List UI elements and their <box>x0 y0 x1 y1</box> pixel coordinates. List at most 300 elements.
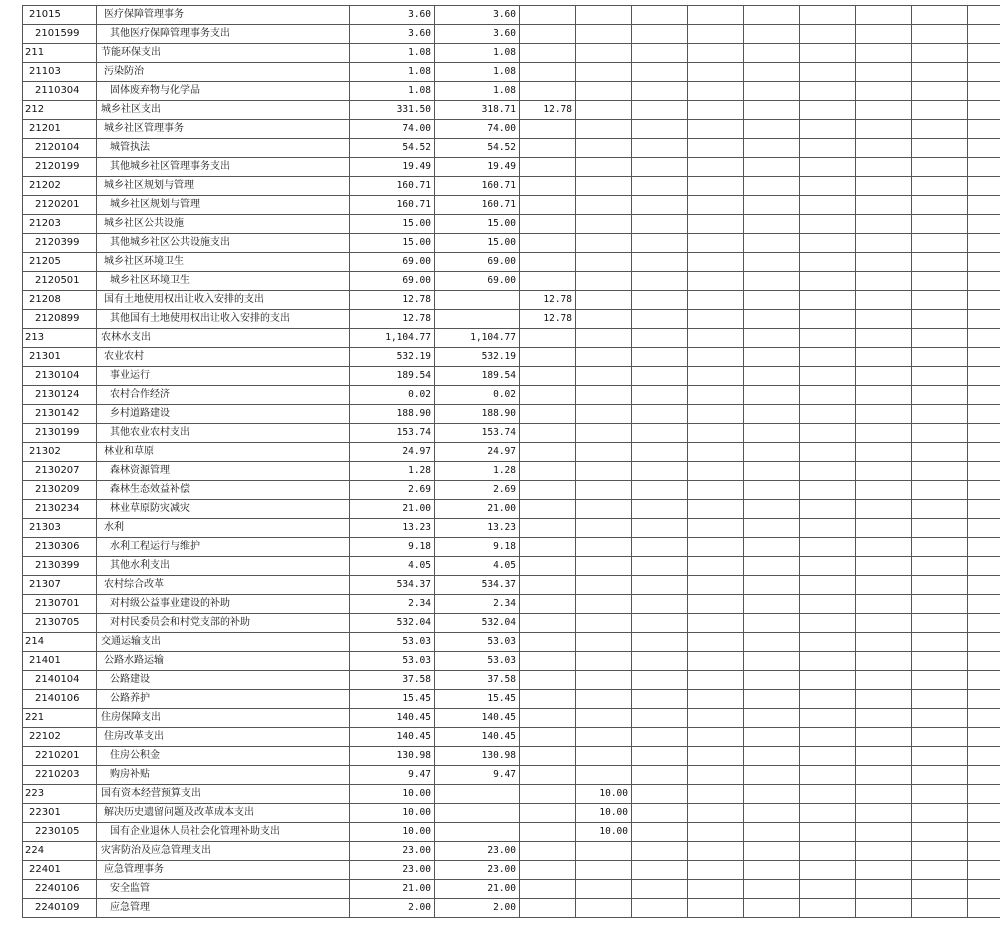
amount-cell <box>576 557 632 576</box>
table-row <box>23 329 1000 348</box>
amount-cell <box>912 310 968 329</box>
subject-code-cell: 2110304 <box>23 82 97 101</box>
amount-cell <box>968 728 1000 747</box>
amount-cell <box>800 120 856 139</box>
amount-cell: 532.04 <box>435 614 520 633</box>
amount-cell: 10.00 <box>576 804 632 823</box>
amount-cell <box>800 63 856 82</box>
subject-code-cell: 221 <box>23 709 97 728</box>
amount-cell <box>800 557 856 576</box>
amount-cell <box>520 690 576 709</box>
amount-cell <box>744 63 800 82</box>
subject-code-cell: 223 <box>23 785 97 804</box>
amount-cell <box>800 82 856 101</box>
amount-cell <box>968 158 1000 177</box>
table-row <box>23 671 1000 690</box>
amount-cell: 160.71 <box>350 177 435 196</box>
amount-cell: 12.78 <box>350 310 435 329</box>
amount-cell <box>688 139 744 158</box>
amount-cell: 160.71 <box>350 196 435 215</box>
amount-cell: 54.52 <box>350 139 435 158</box>
amount-cell <box>520 595 576 614</box>
amount-cell <box>968 291 1000 310</box>
amount-cell <box>968 785 1000 804</box>
amount-cell <box>576 405 632 424</box>
amount-cell: 4.05 <box>435 557 520 576</box>
amount-cell <box>632 63 688 82</box>
subject-name-cell: 农村综合改革 <box>97 576 350 595</box>
amount-cell <box>800 367 856 386</box>
amount-cell <box>576 291 632 310</box>
amount-cell <box>856 139 912 158</box>
amount-cell <box>744 690 800 709</box>
amount-cell <box>688 785 744 804</box>
amount-cell <box>968 6 1000 25</box>
amount-cell <box>576 120 632 139</box>
table-row <box>23 557 1000 576</box>
amount-cell <box>688 291 744 310</box>
table-row <box>23 633 1000 652</box>
amount-cell <box>968 139 1000 158</box>
amount-cell <box>688 899 744 918</box>
amount-cell <box>968 253 1000 272</box>
amount-cell <box>744 538 800 557</box>
amount-cell <box>688 671 744 690</box>
amount-cell <box>744 196 800 215</box>
amount-cell <box>912 120 968 139</box>
subject-name-cell: 水利工程运行与维护 <box>97 538 350 557</box>
amount-cell <box>856 500 912 519</box>
amount-cell <box>632 633 688 652</box>
amount-cell <box>744 253 800 272</box>
amount-cell <box>744 405 800 424</box>
amount-cell: 15.00 <box>435 234 520 253</box>
amount-cell <box>576 367 632 386</box>
table-row <box>23 386 1000 405</box>
subject-name-cell: 林业和草原 <box>97 443 350 462</box>
amount-cell <box>800 747 856 766</box>
amount-cell: 37.58 <box>350 671 435 690</box>
subject-code-cell: 2120104 <box>23 139 97 158</box>
subject-name-cell: 城乡社区支出 <box>97 101 350 120</box>
amount-cell <box>688 386 744 405</box>
subject-code-cell: 2130234 <box>23 500 97 519</box>
amount-cell <box>744 576 800 595</box>
table-row <box>23 899 1000 918</box>
amount-cell <box>856 880 912 899</box>
amount-cell <box>435 804 520 823</box>
table-row <box>23 861 1000 880</box>
amount-cell <box>856 234 912 253</box>
amount-cell <box>800 804 856 823</box>
amount-cell <box>632 310 688 329</box>
amount-cell <box>968 405 1000 424</box>
amount-cell <box>968 519 1000 538</box>
table-row <box>23 595 1000 614</box>
amount-cell <box>744 443 800 462</box>
amount-cell <box>576 709 632 728</box>
amount-cell <box>520 842 576 861</box>
subject-name-cell: 应急管理事务 <box>97 861 350 880</box>
amount-cell <box>856 690 912 709</box>
amount-cell <box>576 272 632 291</box>
amount-cell <box>688 82 744 101</box>
amount-cell <box>632 120 688 139</box>
table-row <box>23 82 1000 101</box>
amount-cell <box>912 158 968 177</box>
amount-cell <box>632 367 688 386</box>
subject-name-cell: 农林水支出 <box>97 329 350 348</box>
amount-cell <box>744 614 800 633</box>
amount-cell <box>632 158 688 177</box>
amount-cell <box>576 386 632 405</box>
amount-cell: 23.00 <box>350 861 435 880</box>
amount-cell <box>576 63 632 82</box>
amount-cell <box>912 405 968 424</box>
amount-cell <box>912 196 968 215</box>
table-row <box>23 576 1000 595</box>
amount-cell <box>800 405 856 424</box>
table-row <box>23 424 1000 443</box>
amount-cell <box>576 253 632 272</box>
amount-cell: 0.02 <box>350 386 435 405</box>
table-row <box>23 291 1000 310</box>
amount-cell <box>856 804 912 823</box>
amount-cell <box>856 538 912 557</box>
amount-cell <box>968 633 1000 652</box>
amount-cell <box>520 576 576 595</box>
amount-cell <box>520 82 576 101</box>
amount-cell <box>688 6 744 25</box>
table-row <box>23 177 1000 196</box>
amount-cell <box>688 462 744 481</box>
amount-cell <box>968 481 1000 500</box>
amount-cell <box>520 367 576 386</box>
amount-cell <box>688 500 744 519</box>
subject-name-cell: 安全监管 <box>97 880 350 899</box>
subject-name-cell: 解决历史遗留问题及改革成本支出 <box>97 804 350 823</box>
amount-cell <box>688 234 744 253</box>
amount-cell <box>800 6 856 25</box>
table-row <box>23 367 1000 386</box>
amount-cell <box>632 709 688 728</box>
amount-cell <box>688 329 744 348</box>
amount-cell <box>688 823 744 842</box>
amount-cell <box>744 44 800 63</box>
subject-name-cell: 公路养护 <box>97 690 350 709</box>
table-row <box>23 310 1000 329</box>
amount-cell: 10.00 <box>350 785 435 804</box>
amount-cell <box>688 481 744 500</box>
amount-cell <box>576 633 632 652</box>
amount-cell <box>912 139 968 158</box>
amount-cell <box>632 747 688 766</box>
amount-cell <box>800 785 856 804</box>
amount-cell <box>688 367 744 386</box>
amount-cell <box>632 690 688 709</box>
amount-cell: 1.08 <box>350 44 435 63</box>
amount-cell: 53.03 <box>435 633 520 652</box>
subject-name-cell: 城乡社区环境卫生 <box>97 272 350 291</box>
amount-cell <box>688 633 744 652</box>
amount-cell: 1.08 <box>435 82 520 101</box>
amount-cell <box>968 63 1000 82</box>
amount-cell <box>856 253 912 272</box>
amount-cell <box>576 690 632 709</box>
amount-cell <box>856 595 912 614</box>
amount-cell: 10.00 <box>350 804 435 823</box>
amount-cell <box>856 82 912 101</box>
table-row <box>23 880 1000 899</box>
subject-name-cell: 城乡社区规划与管理 <box>97 196 350 215</box>
amount-cell <box>856 481 912 500</box>
amount-cell <box>800 538 856 557</box>
amount-cell <box>800 671 856 690</box>
amount-cell <box>912 671 968 690</box>
subject-name-cell: 国有企业退休人员社会化管理补助支出 <box>97 823 350 842</box>
amount-cell: 1.28 <box>435 462 520 481</box>
subject-name-cell: 污染防治 <box>97 63 350 82</box>
amount-cell <box>856 614 912 633</box>
amount-cell <box>968 367 1000 386</box>
amount-cell <box>744 272 800 291</box>
amount-cell <box>968 842 1000 861</box>
amount-cell <box>800 766 856 785</box>
table-row <box>23 785 1000 804</box>
amount-cell: 1.08 <box>350 63 435 82</box>
amount-cell <box>856 861 912 880</box>
amount-cell: 21.00 <box>350 880 435 899</box>
table-row <box>23 709 1000 728</box>
amount-cell: 3.60 <box>350 25 435 44</box>
amount-cell <box>632 348 688 367</box>
amount-cell <box>912 63 968 82</box>
amount-cell <box>520 196 576 215</box>
table-row <box>23 25 1000 44</box>
amount-cell <box>744 842 800 861</box>
amount-cell <box>800 139 856 158</box>
amount-cell <box>856 272 912 291</box>
amount-cell: 37.58 <box>435 671 520 690</box>
amount-cell <box>968 82 1000 101</box>
amount-cell <box>912 500 968 519</box>
amount-cell <box>520 253 576 272</box>
amount-cell <box>856 367 912 386</box>
amount-cell <box>520 158 576 177</box>
amount-cell <box>912 462 968 481</box>
amount-cell <box>800 329 856 348</box>
amount-cell <box>688 709 744 728</box>
subject-name-cell: 公路水路运输 <box>97 652 350 671</box>
amount-cell <box>912 215 968 234</box>
amount-cell <box>800 158 856 177</box>
amount-cell: 153.74 <box>350 424 435 443</box>
table-row <box>23 823 1000 842</box>
amount-cell: 2.00 <box>435 899 520 918</box>
table-row <box>23 728 1000 747</box>
amount-cell: 9.18 <box>435 538 520 557</box>
subject-code-cell: 211 <box>23 44 97 63</box>
amount-cell <box>632 481 688 500</box>
amount-cell: 23.00 <box>435 861 520 880</box>
amount-cell <box>800 310 856 329</box>
amount-cell: 140.45 <box>350 728 435 747</box>
amount-cell <box>576 842 632 861</box>
amount-cell <box>856 177 912 196</box>
amount-cell <box>520 44 576 63</box>
amount-cell <box>632 101 688 120</box>
subject-code-cell: 2120199 <box>23 158 97 177</box>
subject-name-cell: 其他农业农村支出 <box>97 424 350 443</box>
subject-code-cell: 21303 <box>23 519 97 538</box>
amount-cell <box>576 614 632 633</box>
amount-cell <box>744 139 800 158</box>
amount-cell <box>520 823 576 842</box>
amount-cell <box>912 25 968 44</box>
amount-cell: 2.34 <box>350 595 435 614</box>
amount-cell <box>520 785 576 804</box>
amount-cell <box>520 500 576 519</box>
amount-cell <box>912 348 968 367</box>
amount-cell <box>688 310 744 329</box>
subject-name-cell: 对村级公益事业建设的补助 <box>97 595 350 614</box>
amount-cell <box>520 424 576 443</box>
table-row <box>23 766 1000 785</box>
amount-cell <box>744 766 800 785</box>
amount-cell <box>912 481 968 500</box>
amount-cell <box>632 557 688 576</box>
amount-cell: 21.00 <box>350 500 435 519</box>
amount-cell <box>632 880 688 899</box>
amount-cell <box>912 367 968 386</box>
amount-cell: 24.97 <box>350 443 435 462</box>
subject-name-cell: 节能环保支出 <box>97 44 350 63</box>
amount-cell <box>520 462 576 481</box>
amount-cell <box>744 728 800 747</box>
amount-cell <box>520 538 576 557</box>
amount-cell <box>968 709 1000 728</box>
amount-cell <box>856 633 912 652</box>
amount-cell <box>632 595 688 614</box>
table-row <box>23 253 1000 272</box>
amount-cell <box>744 215 800 234</box>
subject-code-cell: 21302 <box>23 443 97 462</box>
amount-cell <box>968 652 1000 671</box>
amount-cell <box>912 690 968 709</box>
amount-cell <box>576 576 632 595</box>
amount-cell <box>632 386 688 405</box>
amount-cell <box>856 557 912 576</box>
amount-cell <box>688 652 744 671</box>
amount-cell <box>744 82 800 101</box>
amount-cell <box>688 728 744 747</box>
amount-cell <box>968 747 1000 766</box>
amount-cell <box>800 481 856 500</box>
amount-cell <box>632 6 688 25</box>
amount-cell: 10.00 <box>350 823 435 842</box>
amount-cell: 4.05 <box>350 557 435 576</box>
amount-cell <box>968 671 1000 690</box>
amount-cell <box>856 576 912 595</box>
amount-cell <box>968 177 1000 196</box>
subject-name-cell: 乡村道路建设 <box>97 405 350 424</box>
amount-cell <box>856 25 912 44</box>
amount-cell <box>800 652 856 671</box>
amount-cell <box>576 538 632 557</box>
amount-cell <box>912 614 968 633</box>
amount-cell <box>968 766 1000 785</box>
table-row <box>23 272 1000 291</box>
amount-cell <box>856 842 912 861</box>
amount-cell: 1.08 <box>350 82 435 101</box>
amount-cell: 2.69 <box>435 481 520 500</box>
amount-cell <box>800 101 856 120</box>
amount-cell <box>912 291 968 310</box>
subject-code-cell: 21202 <box>23 177 97 196</box>
amount-cell <box>744 6 800 25</box>
amount-cell <box>968 823 1000 842</box>
amount-cell: 189.54 <box>350 367 435 386</box>
amount-cell <box>744 329 800 348</box>
amount-cell <box>435 310 520 329</box>
amount-cell <box>912 272 968 291</box>
subject-code-cell: 2130104 <box>23 367 97 386</box>
amount-cell: 318.71 <box>435 101 520 120</box>
amount-cell <box>576 348 632 367</box>
amount-cell <box>576 728 632 747</box>
amount-cell <box>632 728 688 747</box>
amount-cell <box>912 861 968 880</box>
subject-code-cell: 2140104 <box>23 671 97 690</box>
subject-code-cell: 2130701 <box>23 595 97 614</box>
subject-code-cell: 21205 <box>23 253 97 272</box>
amount-cell: 12.78 <box>520 310 576 329</box>
amount-cell: 13.23 <box>350 519 435 538</box>
amount-cell <box>688 614 744 633</box>
amount-cell <box>800 690 856 709</box>
subject-name-cell: 固体废弃物与化学品 <box>97 82 350 101</box>
amount-cell <box>576 329 632 348</box>
amount-cell <box>912 519 968 538</box>
subject-code-cell: 21103 <box>23 63 97 82</box>
table-row <box>23 120 1000 139</box>
amount-cell: 10.00 <box>576 785 632 804</box>
subject-code-cell: 2130399 <box>23 557 97 576</box>
amount-cell <box>968 804 1000 823</box>
amount-cell <box>800 880 856 899</box>
amount-cell <box>968 386 1000 405</box>
subject-name-cell: 住房公积金 <box>97 747 350 766</box>
amount-cell <box>744 747 800 766</box>
amount-cell <box>688 215 744 234</box>
amount-cell <box>435 785 520 804</box>
amount-cell: 3.60 <box>350 6 435 25</box>
amount-cell <box>856 652 912 671</box>
amount-cell <box>744 386 800 405</box>
amount-cell <box>576 82 632 101</box>
amount-cell <box>856 443 912 462</box>
amount-cell <box>520 728 576 747</box>
amount-cell <box>688 557 744 576</box>
amount-cell <box>744 785 800 804</box>
amount-cell: 53.03 <box>350 633 435 652</box>
amount-cell <box>576 747 632 766</box>
table-row <box>23 443 1000 462</box>
amount-cell: 53.03 <box>435 652 520 671</box>
amount-cell <box>576 652 632 671</box>
amount-cell <box>688 272 744 291</box>
table-row <box>23 690 1000 709</box>
